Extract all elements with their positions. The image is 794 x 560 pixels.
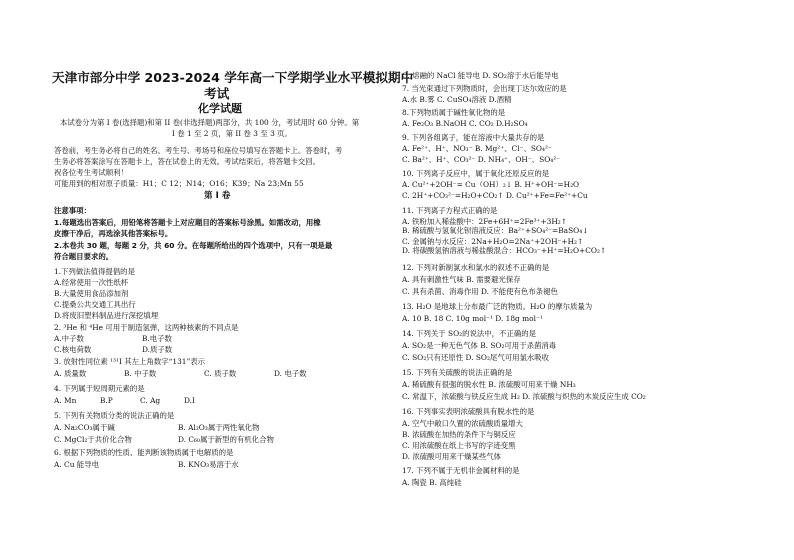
question-stem: 17. 下列不属于无机非金属材料的是: [402, 466, 520, 475]
question-stem: 8.下列物质属于碱性氧化物的是: [402, 108, 506, 117]
option-b: B.大量使用食品添加剂: [54, 289, 129, 298]
question-options: C. 具有杀菌、消毒作用 D. 不能使有色布条褪色: [402, 287, 558, 296]
question-option: D. 将碳酸氢钠溶液与稀盐酸混合：HCO₃⁻+H⁺=H₂O+CO₂↑: [402, 246, 607, 255]
question-option: A. 铁粉加入稀盐酸中：2Fe+6H⁺=2Fe³⁺+3H₂↑: [402, 217, 567, 226]
question-option: C. 金属钠与水反应：2Na+H₂O=2Na⁺+2OH⁻+H₂↑: [402, 237, 584, 246]
option-b: B.P: [100, 396, 113, 405]
question-options: C. 常温下，浓硫酸与铁反应生成 H₂ D. 浓硫酸与炽热的木炭反应生成 CO₂: [402, 392, 646, 401]
question-options: A. 陶瓷 B. 高纯硅: [402, 478, 462, 487]
option-a: A. 质量数: [54, 369, 87, 378]
intro-line4: 生务必将答案涂写在答题卡上，答在试卷上的无效。考试结束后，将答题卡交回。: [54, 157, 321, 166]
exam-title-line2: 考试: [204, 86, 230, 101]
option-b: B. Al₂O₃属于两性氧化物: [178, 423, 260, 432]
option-c: C. 质子数: [204, 369, 237, 378]
subject-title: 化学试题: [198, 102, 242, 115]
question-stem: 1.下列做法值得提倡的是: [54, 267, 135, 276]
option-b: B.电子数: [142, 334, 172, 343]
question-stem: 11. 下列离子方程式正确的是: [402, 206, 498, 215]
option-c: C.核电荷数: [54, 345, 92, 354]
question-options: C. SO₂只有还原性 D. SO₂尾气可用氯水吸收: [402, 353, 550, 362]
option-a: A. Na₂CO₃属于碱: [54, 423, 115, 432]
question-stem: 10. 下列离子反应中，属于氧化还原反应的是: [402, 169, 550, 178]
question-options: A. Cu²⁺+2OH⁻= Cu（OH）₂↓ B. H⁺+OH⁻=H₂O: [402, 180, 580, 189]
intro-line1: 本试卷分为第 I 卷(选择题)和第 II 卷(非选择题)两部分，共 100 分，考试用时 60 分钟。第: [60, 118, 360, 127]
question-stem: 7. 当光束通过下列物质时，会出现丁达尔效应的是: [402, 84, 567, 93]
option-c: C. Ag: [140, 396, 161, 405]
question-options: A. 稀硫酸有很强的脱水性 B. 浓硫酸可用来干燥 NH₃: [402, 380, 576, 389]
intro-line5: 祝各位考生考试顺利！: [54, 168, 128, 177]
question-option: A. 空气中敞口久置的浓硫酸质量增大: [402, 419, 523, 428]
question-stem: 3. 放射性同位素 ¹³¹I 其左上角数字“131”表示: [54, 357, 206, 366]
question-options: A.水 B.雾 C. CuSO₄溶液 D.酒精: [402, 95, 512, 104]
option-d: D. C₆₀属于新型的有机化合物: [178, 435, 274, 444]
option-d: D.质子数: [142, 345, 173, 354]
exam-title-line1: 天津市部分中学 2023-2024 学年高一下学期学业水平模拟期中: [52, 70, 414, 85]
notes-title: 注意事项：: [54, 206, 91, 215]
question-options: A. 具有刺激性气味 B. 需要避光保存: [402, 275, 521, 284]
question-stem: 13. H₂O 是地球上分布最广泛的物质。H₂O 的摩尔质量为: [402, 302, 593, 311]
question-stem: 9. 下列各组离子，能在溶液中大量共存的是: [402, 133, 545, 142]
question-options: C. 2H⁺+CO₃²⁻=H₂O+CO₂↑ D. Cu²⁺+Fe=Fe²⁺+Cu: [402, 191, 588, 200]
option-b: B. 中子数: [124, 369, 157, 378]
option-d: D.I: [184, 396, 195, 405]
question-continuation: C. 熔融的 NaCl 能导电 D. SO₂溶于水后能导电: [402, 71, 559, 80]
intro-line3: 答卷前，考生务必将自己的姓名、考生号、考场号和座位号填写在答题卡上。答卷时，考: [54, 146, 343, 155]
question-stem: 2. ³He 和 ⁴He 可用于制造氢弹，这两种核素的不同点是: [54, 323, 239, 332]
option-d: D. 电子数: [274, 369, 307, 378]
question-stem: 12. 下列对新制氯水和氯水的叙述不正确的是: [402, 263, 550, 272]
intro-line6: 可能用到的相对原子质量：H1；C 12；N14；O16；K39；Na 23;Mn 55: [54, 179, 304, 188]
note2-line2: 符合题目要求的。: [54, 252, 114, 261]
note2-line1: 2.本卷共 30 题，每题 2 分，共 60 分。在每题所给出的四个选项中，只有一项是最: [54, 241, 333, 250]
option-a: A.经常使用一次性纸杯: [54, 278, 129, 287]
option-a: A.中子数: [54, 334, 84, 343]
option-d: D.将废旧塑料制品进行深挖填埋: [54, 311, 159, 320]
question-options: A. SO₂是一种无色气体 B. SO₂可用于杀菌消毒: [402, 341, 557, 350]
question-options: A. Fe²⁺、H⁺、NO₃⁻ B. Mg²⁺、Cl⁻、SO₄²⁻: [402, 144, 552, 153]
question-stem: 16. 下列事实表明浓硫酸具有脱水性的是: [402, 407, 535, 416]
question-option: B. 稀硫酸与氢氧化钡溶液反应：Ba²⁺+SO₄²⁻=BaSO₄↓: [402, 226, 589, 235]
part1-heading: 第 I 卷: [204, 191, 231, 201]
option-a: A. Cu 能导电: [54, 460, 99, 469]
question-option: C. 用浓硫酸在纸上书写的字迹变黑: [402, 441, 516, 450]
question-stem: 14. 下列关于 SO₂的说法中，不正确的是: [402, 329, 537, 338]
question-options: C. Ba²⁺、H⁺、CO₃²⁻ D. NH₄⁺、OH⁻、SO₄²⁻: [402, 155, 561, 164]
question-stem: 6. 根据下列物质的性质、能判断该物质属于电解质的是: [54, 448, 234, 457]
question-stem: 5. 下列有关物质分类的说法正确的是: [54, 411, 175, 420]
note1-line2: 皮擦干净后，再选涂其他答案标号。: [54, 229, 173, 238]
question-stem: 15. 下列有关硫酸的说法正确的是: [402, 368, 513, 377]
question-option: D. 浓硫酸可用来干燥某些气体: [402, 452, 502, 461]
question-options: A. 10 B. 18 C. 10g mol⁻¹ D. 18g mol⁻¹: [402, 314, 543, 323]
intro-line2: I 卷 1 至 2 页，第 II 卷 3 至 3 页。: [172, 129, 292, 138]
question-option: B. 浓硫酸在加热的条件下与铜反应: [402, 430, 516, 439]
option-a: A. Mn: [54, 396, 77, 405]
question-options: A. Fe₂O₃ B.NaOH C. CO₂ D.H₂SO₄: [402, 119, 528, 128]
option-b: B. KNO₃易溶于水: [178, 460, 239, 469]
note1-line1: 1.每题选出答案后，用铅笔将答题卡上对应题目的答案标号涂黑。如需改动，用橡: [54, 218, 321, 227]
option-c: C. MgCl₂于共价化合物: [54, 435, 132, 444]
question-stem: 4. 下列属于短周期元素的是: [54, 384, 145, 393]
option-c: C.提桑公共交通工具出行: [54, 300, 136, 309]
